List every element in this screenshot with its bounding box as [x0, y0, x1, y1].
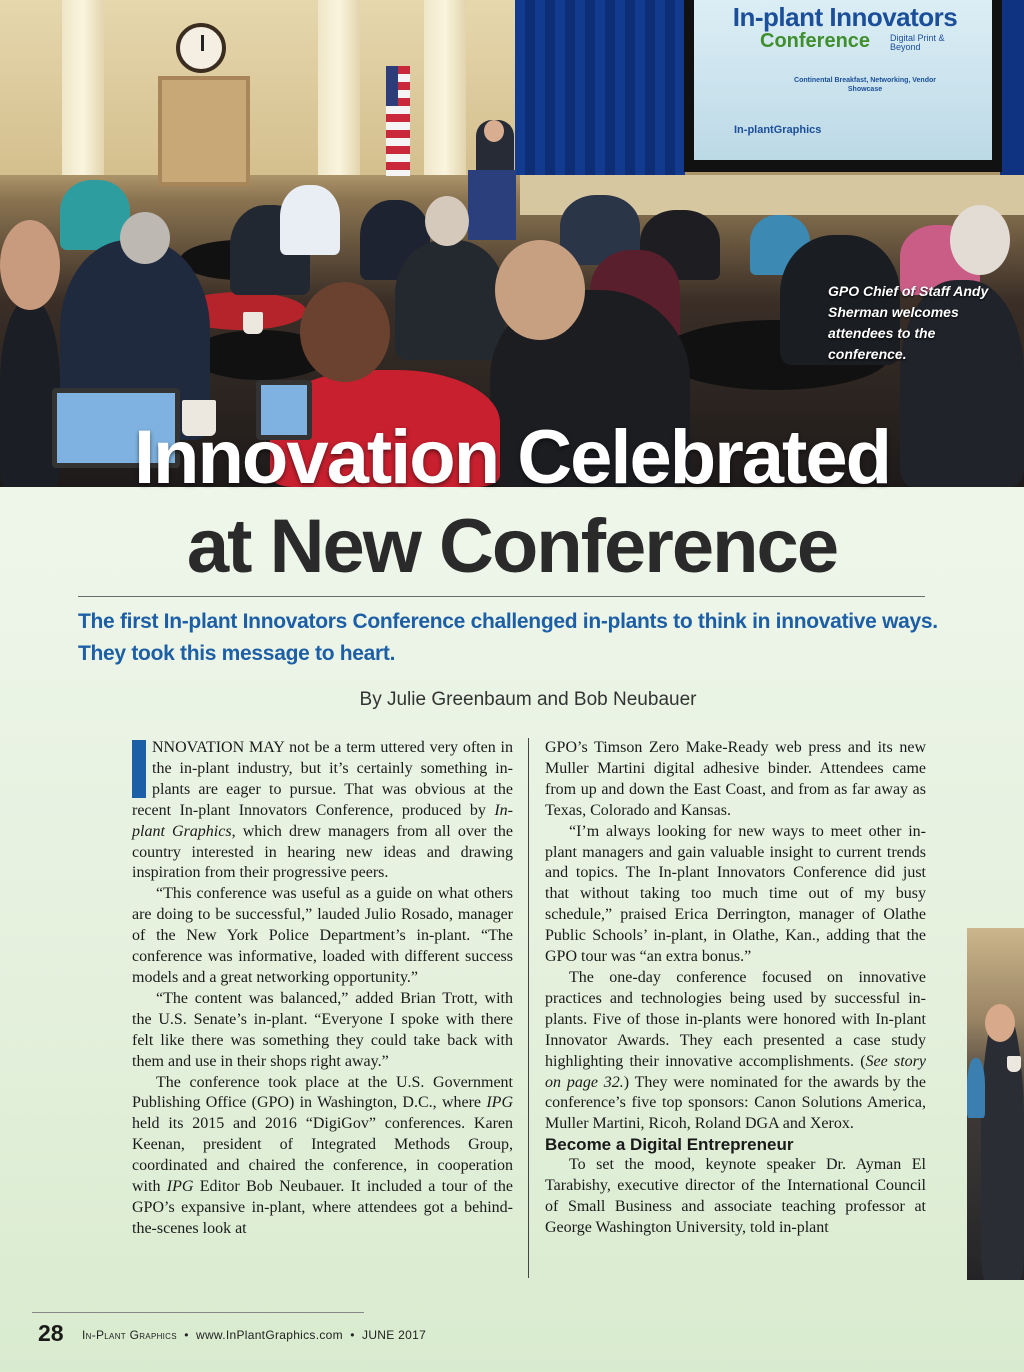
wall-clock: [176, 23, 226, 73]
footer-separator: •: [184, 1328, 189, 1342]
headline-line-2: at New Conference: [186, 504, 838, 589]
magazine-name: In-Plant Graphics: [82, 1328, 177, 1342]
paragraph: [132, 738, 513, 884]
slide-tagline: Digital Print & Beyond: [890, 33, 945, 52]
issue-date: JUNE 2017: [362, 1328, 427, 1342]
attendee: [280, 185, 340, 255]
text-run: ) They were nominated for the awards by the conference’s five top sponsors: Canon Solutions America, Muller Martini, Ricoh, Roland DGA and Xerox.: [545, 1073, 926, 1133]
blue-curtain: [1000, 0, 1024, 175]
website-url: www.InPlantGraphics.com: [195, 1328, 343, 1342]
blue-curtain: [515, 0, 685, 175]
publication-name: IPG: [166, 1178, 194, 1196]
running-footer: [82, 1328, 426, 1342]
slide-agenda: Continental Breakfast, Networking, Vendor Showcase: [794, 77, 936, 93]
coffee-cup: [243, 312, 263, 334]
attendee-head: [425, 196, 469, 246]
attendee: [395, 240, 505, 360]
text-run: The one-day conference focused on innovative practices and technologies being used by successful in-plants. Five of those in-plants were honored with In-plant Innovator Awards. They each presented a case study highlighting their innovative accomplishments. (: [545, 968, 926, 1070]
text-run: held its 2015 and 2016 “DigiGov” conferences. Karen Keenan, president of Integrated Methods Group, coordinated and chaired the conference, in cooperation with: [132, 1115, 513, 1196]
attendee: [981, 1008, 1024, 1280]
paragraph: “This conference was useful as a guide on what others are doing to be successful,” lauded Julio Rosado, manager of the New York Police Department’s in-plant. “The conference was informative, loaded with different success models and a great networking opportunity.”: [132, 885, 513, 986]
inset-photo: [967, 928, 1024, 1280]
paragraph: [545, 968, 926, 1135]
text-run: not be a term uttered very often in the in-plant industry, but it’s certainly something in-plants are eager to pursue. That was obvious at the recent In-plant Innovators Conference, produced by: [132, 739, 514, 819]
lead-in: NNOVATION MAY: [152, 739, 285, 756]
pillar: [318, 0, 360, 175]
column-rule: [528, 738, 529, 1278]
column-left: [132, 738, 513, 1240]
slide-title: In-plant Innovators: [732, 2, 958, 32]
footer-rule: [32, 1312, 364, 1313]
cross-reference: See story on page 32.: [545, 1052, 927, 1091]
drop-cap: I: [132, 740, 146, 798]
headline-line-1: Innovation Celebrated: [133, 415, 891, 500]
attendee-head: [0, 220, 60, 310]
attendee-head: [495, 240, 585, 340]
paragraph: “The content was balanced,” added Brian Trott, with the U.S. Senate’s in-plant. “Everyone I spoke with there felt like there was something they could take back with them and use in their shops right away.”: [132, 989, 513, 1070]
byline: By Julie Greenbaum and Bob Neubauer: [359, 689, 697, 710]
slide-sponsor: In-plantGraphics: [734, 124, 822, 136]
speaker-head: [484, 120, 504, 142]
publication-name: In-plant Graphics: [132, 801, 513, 840]
attendee: [967, 1058, 985, 1118]
us-flag: [386, 66, 410, 176]
page-number: 28: [38, 1320, 64, 1346]
pillar: [62, 0, 104, 175]
attendee-head: [950, 205, 1010, 275]
text-run: , which drew managers from all over the country interested in hearing new ideas and drawing inspiration from their progressive peers.: [132, 822, 513, 882]
text-run: The conference took place at the U.S. Government Publishing Office (GPO) in Washington, D.C., where: [132, 1073, 513, 1112]
paragraph: To set the mood, keynote speaker Dr. Ayman El Tarabishy, executive director of the International Council of Small Business and associate teaching professor at George Washington University, told in-plant: [545, 1156, 926, 1236]
attendee-head: [300, 282, 390, 382]
attendee-head: [120, 212, 170, 264]
text-run: Editor Bob Neubauer. It included a tour of the GPO’s expansive in-plant, where attendees got a behind-the-scenes look at: [132, 1178, 513, 1237]
photo-caption: GPO Chief of Staff Andy Sherman welcomes attendees to the conference.: [828, 283, 989, 362]
divider: [78, 596, 925, 597]
coffee-cup: [1007, 1056, 1021, 1072]
paragraph: GPO’s Timson Zero Make-Ready web press and its new Muller Martini digital adhesive binder. Attendees came from up and down the East Coast, and from as far away as Texas, Colorado and Kansas.: [545, 739, 926, 819]
paragraph: “I’m always looking for new ways to meet other in-plant managers and gain valuable insight to current trends and topics. The In-plant Innovators Conference did just that without taking too much time out of my busy schedule,” praised Erica Derrington, manager of Olathe Public Schools’ in-plant, in Olathe, Kan., adding that the GPO tour was “an extra bonus.”: [545, 822, 926, 966]
subhead: Become a Digital Entrepreneur: [545, 1135, 794, 1155]
slide-subtitle: Conference: [760, 30, 871, 52]
podium: [468, 170, 516, 240]
attendee-head: [985, 1004, 1015, 1042]
footer-separator: •: [350, 1328, 355, 1342]
deck: The first In-plant Innovators Conference challenged in-plants to think in innovative ways. They took this message to heart.: [78, 610, 938, 665]
door: [158, 76, 250, 186]
column-right: [545, 738, 926, 1239]
pillar: [424, 0, 466, 175]
paragraph: [132, 1073, 513, 1240]
publication-name: IPG: [486, 1094, 513, 1112]
